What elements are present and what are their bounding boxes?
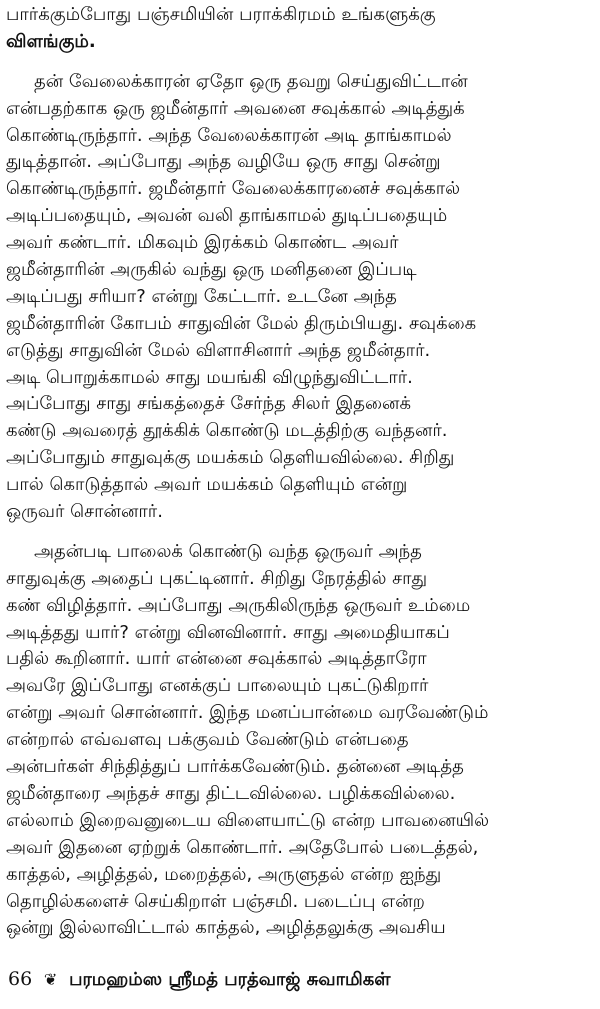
- text-line: ஜமீன்தாரை அந்தச் சாது திட்டவில்லை. பழிக்கவில்லை.: [6, 782, 456, 804]
- text-line: அவர் இதனை ஏற்றுக் கொண்டார். அதேபோல் படைத்தல்,: [6, 836, 479, 858]
- text-line: அவரே இப்போது எனக்குப் பாலையும் புகட்டுகிறார்: [6, 675, 429, 697]
- text-line: எடுத்து சாதுவின் மேல் விளாசினார் அந்த ஜமீன்தார்.: [6, 339, 431, 361]
- text-line: அவர் கண்டார். மிகவும் இரக்கம் கொண்ட அவர்: [6, 232, 399, 254]
- text-line: கண்டு அவரைத் தூக்கிக் கொண்டு மடத்திற்கு வந்தனர்.: [6, 420, 448, 442]
- text-line: பார்க்கும்போது பஞ்சமியின் பராக்கிரமம் உங்களுக்கு: [6, 4, 436, 25]
- text-line: தொழில்களைச் செய்கிறாள் பஞ்சமி. படைப்பு என்ற: [6, 890, 425, 912]
- text-line: பால் கொடுத்தால் அவர் மயக்கம் தெளியும் என்று: [6, 474, 408, 496]
- text-line: என்று அவர் சொன்னார். இந்த மனப்பான்மை வரவேண்டும்: [6, 702, 489, 724]
- text-line: அடி பொறுக்காமல் சாது மயங்கி விழுந்துவிட்டார்.: [6, 366, 413, 388]
- text-line: அடித்தது யார்? என்று வினவினார். சாது அமைதியாகப்: [6, 621, 450, 643]
- text-line: அப்போதும் சாதுவுக்கு மயக்கம் தெளியவில்லை. சிறிது: [6, 447, 455, 469]
- paragraph-gap: [6, 56, 594, 69]
- paragraph-1: [6, 2, 594, 56]
- text-line: அடிப்பது சரியா? என்று கேட்டார். உடனே அந்த: [6, 285, 397, 307]
- text-line: துடித்தான். அப்போது அந்த வழியே ஒரு சாது சென்று: [6, 151, 441, 173]
- text-line: கண் விழித்தார். அப்போது அருகிலிருந்த ஒருவர் உம்மை: [6, 594, 471, 616]
- text-line: அடிப்பதையும், அவன் வலி தாங்காமல் துடிப்பதையும்: [6, 205, 448, 227]
- page-footer: [8, 966, 390, 993]
- text-line: விளங்கும்.: [6, 30, 96, 52]
- text-line: காத்தல், அழித்தல், மறைத்தல், அருளுதல் என்ற ஐந்து: [6, 863, 442, 885]
- page-number: 66: [8, 968, 33, 990]
- text-line: தன் வேலைக்காரன் ஏதோ ஒரு தவறு செய்துவிட்டான்: [34, 70, 468, 92]
- text-line: கொண்டிருந்தார். அந்த வேலைக்காரன் அடி தாங்காமல்: [6, 124, 452, 146]
- text-line: என்பதற்காக ஒரு ஜமீன்தார் அவனை சவுக்கால் அடித்துக்: [6, 97, 465, 119]
- running-title: பரமஹம்ஸ ஸ்ரீமத் பரத்வாஜ் சுவாமிகள்: [69, 969, 391, 990]
- leaf-ornament-icon: ❦: [43, 970, 58, 989]
- text-line: எல்லாம் இறைவனுடைய விளையாட்டு என்ற பாவனையில்: [6, 809, 490, 831]
- text-line: ஜமீன்தாரின் கோபம் சாதுவின் மேல் திரும்பியது. சவுக்கை: [6, 312, 477, 334]
- text-line: ஜமீன்தாரின் அருகில் வந்து ஒரு மனிதனை இப்படி: [6, 259, 417, 281]
- text-line: சாதுவுக்கு அதைப் புகட்டினார். சிறிது நேரத்தில் சாது: [6, 567, 428, 589]
- paragraph-3: [6, 539, 594, 942]
- paragraph-gap: [6, 526, 594, 539]
- text-line: கொண்டிருந்தார். ஜமீன்தார் வேலைக்காரனைச் சவுக்கால்: [6, 178, 461, 200]
- text-line: அதன்படி பாலைக் கொண்டு வந்த ஒருவர் அந்த: [34, 540, 422, 562]
- body-text: [6, 2, 594, 942]
- paragraph-2: [6, 69, 594, 526]
- text-line: அப்போது சாது சங்கத்தைச் சேர்ந்த சிலர் இதனைக்: [6, 393, 411, 415]
- text-line: ஒருவர் சொன்னார்.: [6, 501, 163, 523]
- text-line: ஒன்று இல்லாவிட்டால் காத்தல், அழித்தலுக்கு அவசிய: [6, 917, 446, 939]
- text-line: என்றால் எவ்வளவு பக்குவம் வேண்டும் என்பதை: [6, 729, 409, 751]
- text-line: பதில் கூறினார். யார் என்னை சவுக்கால் அடித்தாரோ: [6, 648, 427, 670]
- text-line: அன்பர்கள் சிந்தித்துப் பார்க்கவேண்டும். தன்னை அடித்த: [6, 756, 464, 778]
